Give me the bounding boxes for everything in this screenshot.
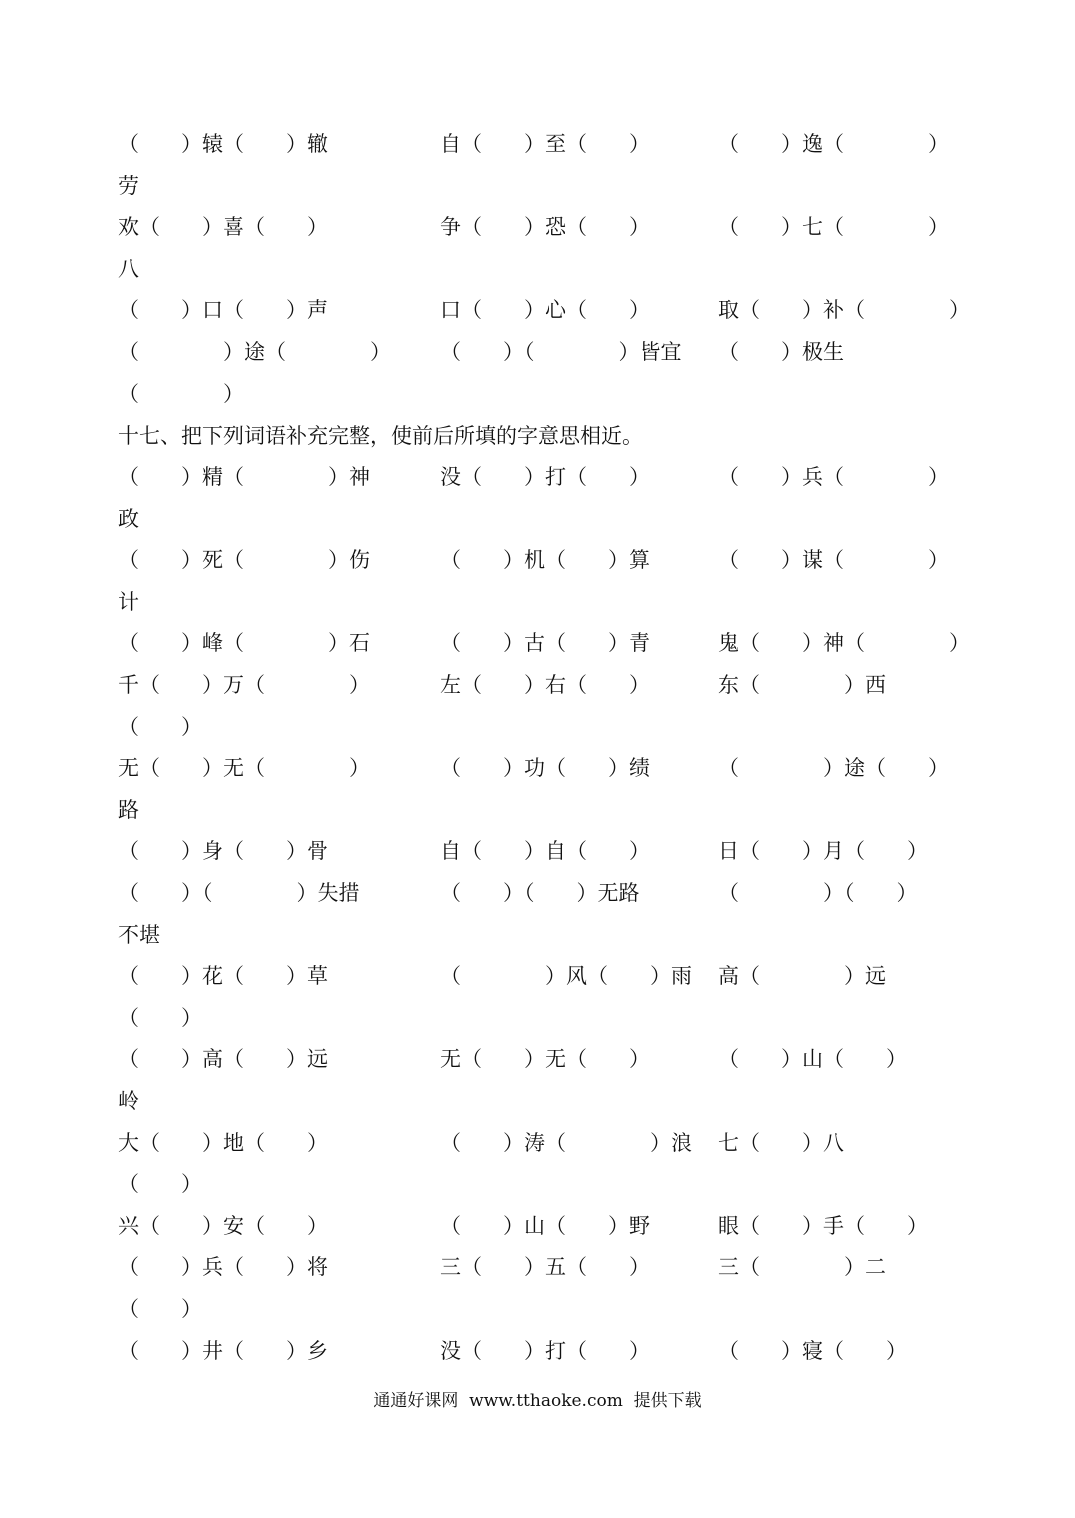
exercise-line — [118, 456, 958, 498]
idiom-blank-item: 鬼（ ）神（ ） — [718, 631, 970, 656]
section-title-17: 十七、把下列词语补充完整，使前后所填的字意思相近。 — [118, 424, 643, 448]
exercise-line — [118, 165, 958, 207]
idiom-blank-item: 争（ ）恐（ ） — [440, 215, 650, 240]
exercise-line — [118, 622, 970, 664]
idiom-blank-item: 取（ ）补（ ） — [718, 298, 970, 323]
idiom-blank-item: 高（ ）远 — [718, 964, 886, 989]
idiom-blank-item: （ ） — [118, 381, 244, 406]
idiom-blank-item: 没（ ）打（ ） — [440, 465, 650, 489]
idiom-blank-item: （ ） — [118, 714, 202, 739]
exercise-line — [118, 789, 958, 831]
idiom-blank-item: 没（ ）打（ ） — [440, 1338, 650, 1363]
idiom-blank-item: （ ）辕（ ）辙 — [118, 132, 328, 156]
idiom-blank-item: 眼（ ）手（ ） — [718, 1213, 928, 1238]
exercise-line — [118, 1330, 958, 1372]
idiom-blank-item: 政 — [118, 506, 139, 531]
idiom-blank-item: 欢（ ）喜（ ） — [118, 215, 328, 240]
idiom-blank-item: （ ）（ ）皆宜 — [440, 340, 682, 364]
exercise-line — [118, 331, 958, 373]
idiom-blank-item: （ ）七（ ） — [718, 215, 949, 240]
idiom-blank-item: （ ）（ ） — [718, 881, 918, 905]
exercise-line — [118, 206, 958, 248]
exercise-line — [118, 747, 958, 789]
idiom-blank-item: 劳 — [118, 173, 139, 198]
idiom-blank-item: （ ）途（ ） — [718, 756, 949, 781]
idiom-blank-item: （ ）兵（ ） — [718, 465, 949, 489]
exercise-line — [118, 1205, 958, 1247]
idiom-blank-item: （ ）井（ ）乡 — [118, 1338, 328, 1363]
exercise-line — [118, 123, 958, 165]
exercise-line — [118, 248, 958, 290]
idiom-blank-item: （ ）谋（ ） — [718, 548, 949, 573]
idiom-blank-item: （ ）古（ ）青 — [440, 631, 650, 656]
idiom-blank-item: （ ）死（ ）伤 — [118, 548, 370, 573]
idiom-blank-item: 无（ ）无（ ） — [440, 1047, 650, 1072]
idiom-blank-item: 三（ ）二 — [718, 1255, 886, 1280]
idiom-blank-item: 三（ ）五（ ） — [440, 1255, 650, 1280]
exercise-line — [118, 1122, 958, 1164]
exercise-line — [118, 872, 958, 914]
idiom-blank-item: 大（ ）地（ ） — [118, 1130, 328, 1155]
idiom-blank-item: （ ）高（ ）远 — [118, 1047, 328, 1072]
exercise-line — [118, 539, 958, 581]
exercise-line — [118, 1038, 958, 1080]
idiom-blank-item: 自（ ）自（ ） — [440, 839, 650, 864]
exercise-line — [118, 664, 958, 706]
idiom-blank-item: 东（ ）西 — [718, 673, 886, 697]
exercise-line — [118, 997, 958, 1039]
idiom-blank-item: （ ）（ ）失措 — [118, 881, 360, 905]
idiom-blank-item: （ ）山（ ）野 — [440, 1213, 650, 1238]
exercise-line — [118, 1288, 958, 1330]
idiom-blank-item: 日（ ）月（ ） — [718, 839, 928, 864]
idiom-blank-item: 千（ ）万（ ） — [118, 673, 370, 697]
exercise-line — [118, 706, 958, 748]
exercise-line — [118, 498, 958, 540]
idiom-blank-item: （ ）涛（ ）浪 — [440, 1130, 692, 1155]
idiom-blank-item: （ ）寝（ ） — [718, 1338, 907, 1363]
idiom-blank-item: （ ）（ ）无路 — [440, 881, 640, 905]
idiom-blank-item: 岭 — [118, 1089, 139, 1113]
idiom-blank-item: 七（ ）八 — [718, 1130, 844, 1155]
exercise-line — [118, 373, 958, 415]
idiom-blank-item: 八 — [118, 256, 139, 281]
idiom-blank-item: （ ）山（ ） — [718, 1047, 907, 1072]
exercise-line — [118, 1163, 958, 1205]
exercise-line — [118, 581, 958, 623]
idiom-blank-item: （ ）极生 — [718, 340, 844, 364]
idiom-blank-item: 路 — [118, 797, 139, 822]
idiom-blank-item: （ ） — [118, 1172, 202, 1197]
exercise-line — [118, 1246, 958, 1288]
idiom-blank-item: （ ）功（ ）绩 — [440, 756, 650, 781]
idiom-blank-item: 自（ ）至（ ） — [440, 132, 650, 156]
idiom-blank-item: （ ）兵（ ）将 — [118, 1255, 328, 1280]
idiom-blank-item: （ ）精（ ）神 — [118, 465, 370, 489]
idiom-blank-item: （ ）逸（ ） — [718, 132, 949, 156]
page-footer: 通通好课网 www.tthaoke.com 提供下载 — [373, 1391, 702, 1411]
idiom-blank-item: （ ） — [118, 1005, 202, 1030]
idiom-blank-item: （ ）峰（ ）石 — [118, 631, 370, 656]
exercise-line — [118, 955, 958, 997]
exercise-line — [118, 830, 958, 872]
idiom-blank-item: （ ）身（ ）骨 — [118, 839, 328, 864]
exercise-line — [118, 1080, 958, 1122]
idiom-blank-item: （ ）机（ ）算 — [440, 548, 650, 573]
idiom-blank-item: （ ）途（ ） — [118, 340, 391, 364]
idiom-blank-item: 不堪 — [118, 922, 160, 947]
idiom-blank-item: 计 — [118, 589, 139, 614]
idiom-blank-item: 口（ ）心（ ） — [440, 298, 650, 323]
exercise-line — [118, 289, 970, 331]
idiom-blank-item: 兴（ ）安（ ） — [118, 1213, 328, 1238]
idiom-blank-item: （ ） — [118, 1297, 202, 1321]
idiom-blank-item: （ ）风（ ）雨 — [440, 964, 692, 989]
exercise-line — [118, 914, 958, 956]
idiom-blank-item: 左（ ）右（ ） — [440, 673, 650, 697]
idiom-blank-item: （ ）花（ ）草 — [118, 964, 328, 989]
idiom-blank-item: 无（ ）无（ ） — [118, 756, 370, 781]
idiom-blank-item: （ ）口（ ）声 — [118, 298, 328, 323]
